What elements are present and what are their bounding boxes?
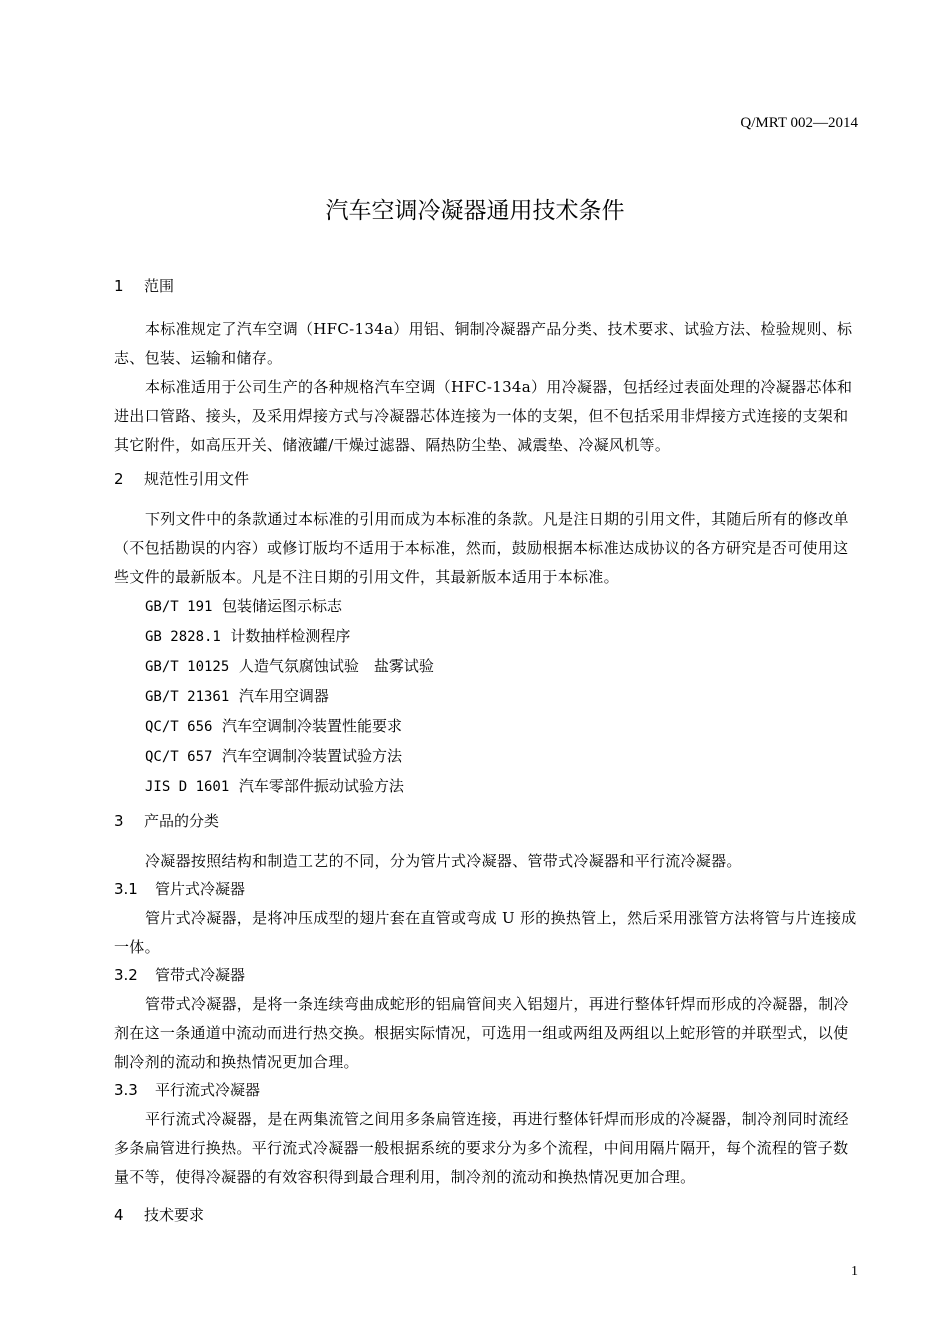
section-2-heading: [114, 468, 858, 489]
section-title: 规范性引用文件: [144, 470, 250, 488]
subsection-title: 管带式冷凝器: [155, 966, 246, 984]
paragraph: 管带式冷凝器，是将一条连续弯曲成蛇形的铝扁管间夹入铝翅片，再进行整体钎焊而形成的冷凝器，制冷剂在这一条通道中流动而进行热交换。根据实际情况，可选用一组或两组及两组以上蛇形管的并联型式，以使制冷剂的流动和换热情况更加合理。: [114, 995, 849, 1071]
subsection-3-3-heading: [114, 1079, 858, 1100]
paragraph: 冷凝器按照结构和制造工艺的不同，分为管片式冷凝器、管带式冷凝器和平行流冷凝器。: [145, 852, 742, 870]
subsection-3-2-heading: [114, 964, 858, 985]
section-title: 范围: [144, 277, 175, 295]
standard-code: Q/MRT 002—2014: [740, 115, 858, 131]
page-number: 1: [851, 1264, 858, 1279]
subsection-number: 3.1: [114, 880, 138, 898]
paragraph: 本标准规定了汽车空调（HFC-134a）用铝、铜制冷凝器产品分类、技术要求、试验方法、检验规则、标志、包装、运输和储存。: [114, 320, 853, 367]
reference-item: GB/T 21361 汽车用空调器: [145, 687, 329, 705]
paragraph: 本标准适用于公司生产的各种规格汽车空调（HFC-134a）用冷凝器，包括经过表面处理的冷凝器芯体和进出口管路、接头，及采用焊接方式与冷凝器芯体连接为一体的支架，但不包括采用非焊接方式连接的支架和其它附件，如高压开关、储液罐/干燥过滤器、隔热防尘垫、减震垫、冷凝风机等。: [114, 378, 853, 454]
section-number: 4: [114, 1206, 124, 1224]
reference-item: QC/T 656 汽车空调制冷装置性能要求: [145, 717, 402, 735]
reference-item: QC/T 657 汽车空调制冷装置试验方法: [145, 747, 402, 765]
reference-item: GB 2828.1 计数抽样检测程序: [145, 627, 351, 645]
document-title: 汽车空调冷凝器通用技术条件: [325, 198, 625, 224]
paragraph: 下列文件中的条款通过本标准的引用而成为本标准的条款。凡是注日期的引用文件，其随后所有的修改单（不包括勘误的内容）或修订版均不适用于本标准，然而，鼓励根据本标准达成协议的各方研究是否可使用这些文件的最新版本。凡是不注日期的引用文件，其最新版本适用于本标准。: [114, 510, 849, 586]
section-title: 技术要求: [144, 1206, 205, 1224]
section-3-heading: [114, 810, 858, 831]
paragraph: 管片式冷凝器，是将冲压成型的翅片套在直管或弯成 U 形的换热管上，然后采用涨管方法将管与片连接成一体。: [114, 909, 857, 956]
subsection-number: 3.3: [114, 1081, 138, 1099]
paragraph: 平行流式冷凝器，是在两集流管之间用多条扁管连接，再进行整体钎焊而形成的冷凝器，制冷剂同时流经多条扁管进行换热。平行流式冷凝器一般根据系统的要求分为多个流程，中间用隔片隔开，每个流程的管子数量不等，使得冷凝器的有效容积得到最合理利用，制冷剂的流动和换热情况更加合理。: [114, 1110, 849, 1186]
section-1-heading: [114, 275, 858, 296]
subsection-title: 管片式冷凝器: [155, 880, 246, 898]
subsection-title: 平行流式冷凝器: [155, 1081, 261, 1099]
reference-item: JIS D 1601 汽车零部件振动试验方法: [145, 777, 404, 795]
section-title: 产品的分类: [144, 812, 220, 830]
document-body: [114, 275, 858, 1225]
section-4-heading: [114, 1204, 858, 1225]
section-number: 3: [114, 812, 124, 830]
reference-item: GB/T 191 包装储运图示标志: [145, 597, 342, 615]
section-number: 2: [114, 470, 124, 488]
subsection-3-1-heading: [114, 878, 858, 899]
subsection-number: 3.2: [114, 966, 138, 984]
reference-item: GB/T 10125 人造气氛腐蚀试验 盐雾试验: [145, 657, 434, 675]
section-number: 1: [114, 277, 124, 295]
reference-list: [114, 592, 858, 802]
